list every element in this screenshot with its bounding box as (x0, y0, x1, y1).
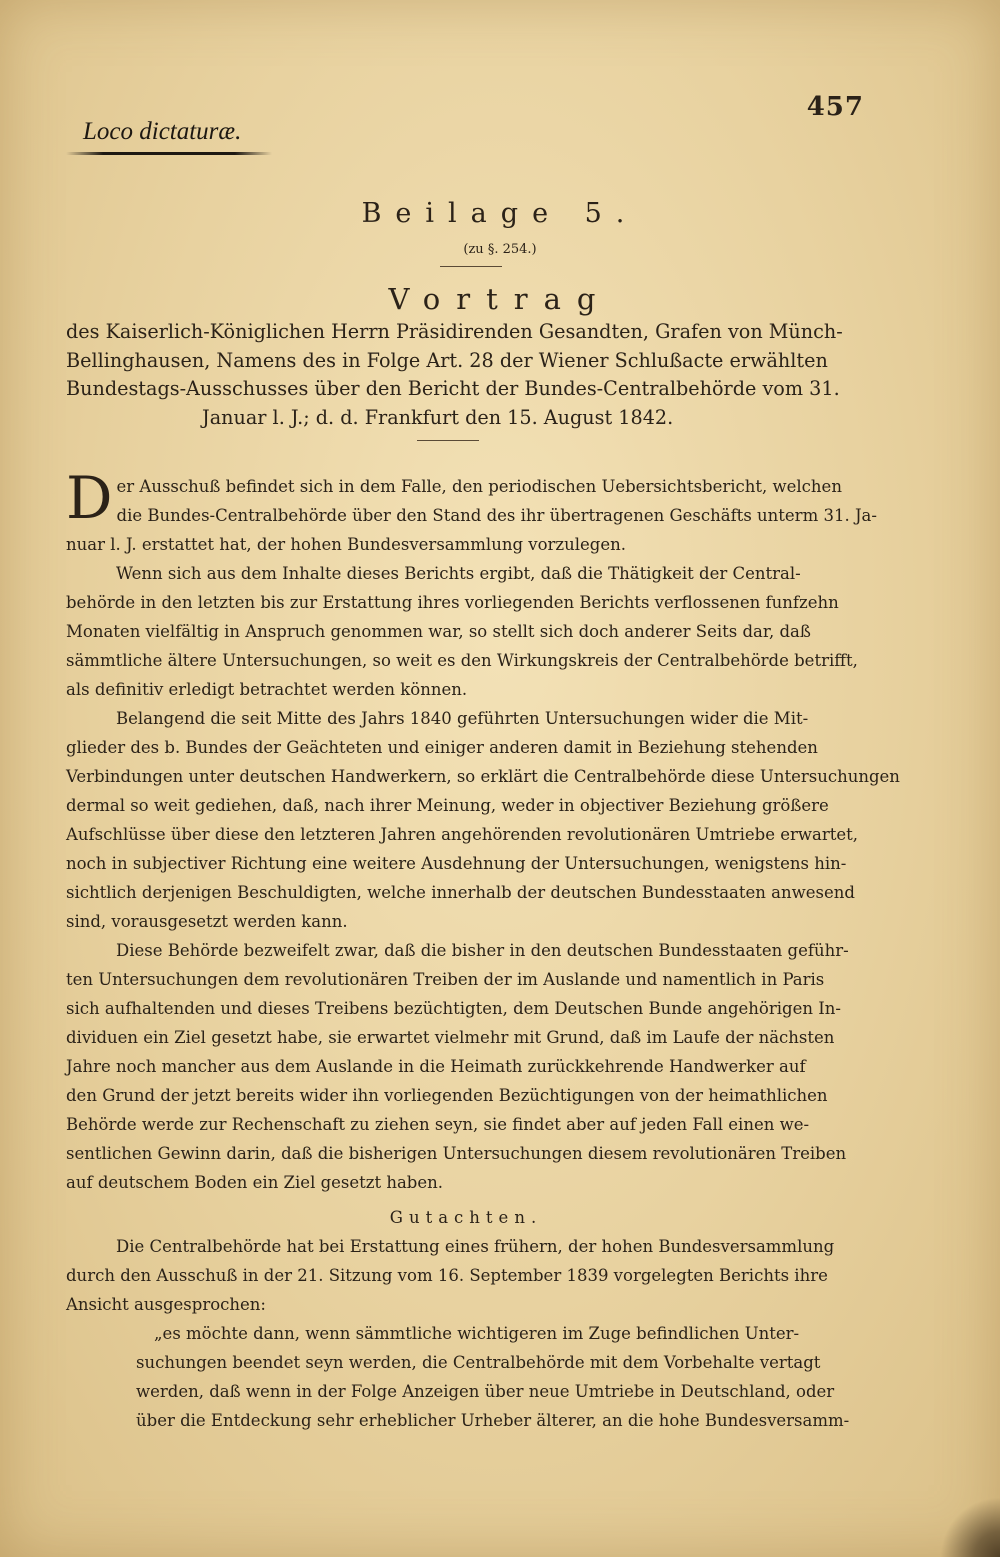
library-stamp: Loco dictaturæ. (83, 118, 242, 145)
text-line: Ansicht ausgesprochen: (66, 1295, 266, 1314)
subtitle-line: des Kaiserlich-Königlichen Herrn Präsidirenden Gesandten, Grafen von Münch- (66, 320, 843, 343)
text-line: behörde in den letzten bis zur Erstattung ihres vorliegenden Berichts verflossenen funfzehn (66, 593, 839, 612)
text-line: sentlichen Gewinn darin, daß die bisherigen Untersuchungen diesem revolutionären Treiben (66, 1144, 847, 1163)
text-line: Belangend die seit Mitte des Jahrs 1840 geführten Untersuchungen wider die Mit- (116, 709, 809, 728)
corner-shadow (940, 1497, 1000, 1557)
text-line: noch in subjectiver Richtung eine weitere Ausdehnung der Untersuchungen, wenigstens hin- (66, 854, 847, 873)
text-line: durch den Ausschuß in der 21. Sitzung vom 16. September 1839 vorgelegten Berichts ihre (66, 1266, 828, 1285)
subtitle-line: Bellinghausen, Namens des in Folge Art. 28 der Wiener Schlußacte erwählten (66, 348, 828, 372)
appendix-title: Beilage 5. (361, 198, 639, 229)
text-line: nuar l. J. erstattet hat, der hohen Bundesversammlung vorzulegen. (66, 535, 626, 554)
text-line: Monaten vielfältig in Anspruch genommen war, so stellt sich doch anderer Seits dar, daß (66, 622, 811, 641)
text-line: Verbindungen unter deutschen Handwerkern, so erklärt die Centralbehörde diese Untersuchungen (66, 767, 900, 786)
text-line: Diese Behörde bezweifelt zwar, daß die bisher in den deutschen Bundesstaaten geführ- (116, 941, 849, 960)
section-heading: Gutachten. (389, 1208, 543, 1227)
quotation (66, 1319, 866, 1435)
text-line: sich aufhaltenden und dieses Treibens bezüchtigten, dem Deutschen Bunde angehörigen In- (66, 999, 841, 1018)
divider-rule (417, 440, 479, 441)
text-line: auf deutschem Boden ein Ziel gesetzt haben. (66, 1173, 444, 1192)
paragraph (66, 704, 900, 936)
subtitle-line: Januar l. J.; d. d. Frankfurt den 15. August 1842. (202, 406, 674, 430)
text-line: Wenn sich aus dem Inhalte dieses Berichts ergibt, daß die Thätigkeit der Central- (116, 564, 801, 583)
text-line: dividuen ein Ziel gesetzt habe, sie erwartet vielmehr mit Grund, daß im Laufe der nächsten (66, 1028, 835, 1047)
report-body (66, 464, 900, 1435)
paragraph (66, 936, 866, 1197)
text-line: über die Entdeckung sehr erheblicher Urheber älterer, an die hohe Bundesversamm- (136, 1411, 850, 1430)
text-line: „es möchte dann, wenn sämmtliche wichtigeren im Zuge befindlichen Unter- (154, 1324, 800, 1343)
text-line: Aufschlüsse über diese den letzteren Jahren angehörenden revolutionären Umtriebe erwartet, (66, 825, 859, 844)
text-line: Jahre noch mancher aus dem Auslande in die Heimath zurückkehrende Handwerker auf (66, 1057, 806, 1076)
text-line: als definitiv erledigt betrachtet werden können. (66, 680, 468, 699)
subtitle-line: Bundestags-Ausschusses über den Bericht der Bundes-Centralbehörde vom 31. (66, 377, 840, 401)
paragraph (66, 1232, 866, 1319)
report-subtitle (66, 318, 876, 433)
report-title: Vortrag (388, 282, 612, 316)
text-line: sind, vorausgesetzt werden kann. (66, 912, 348, 931)
text-line: werden, daß wenn in der Folge Anzeigen über neue Umtriebe in Deutschland, oder (136, 1382, 835, 1401)
drop-cap: D (66, 464, 113, 532)
paragraph (66, 464, 877, 559)
page-number: 457 (806, 92, 864, 122)
appendix-reference: (zu §. 254.) (463, 242, 537, 257)
text-line: ten Untersuchungen dem revolutionären Treiben der im Auslande und namentlich in Paris (66, 970, 825, 989)
text-line: Behörde werde zur Rechenschaft zu ziehen seyn, sie findet aber auf jeden Fall einen we- (66, 1115, 810, 1134)
text-line: sämmtliche ältere Untersuchungen, so weit es den Wirkungskreis der Centralbehörde betrifft, (66, 651, 858, 670)
text-line: die Bundes-Centralbehörde über den Stand des ihr übertragenen Geschäfts unterm 31. Ja- (116, 506, 877, 525)
text-line: suchungen beendet seyn werden, die Centralbehörde mit dem Vorbehalte vertagt (136, 1353, 821, 1372)
text-line: dermal so weit gediehen, daß, nach ihrer Meinung, weder in objectiver Beziehung größere (66, 796, 829, 815)
divider-rule (440, 266, 502, 267)
text-line: er Ausschuß befindet sich in dem Falle, den periodischen Uebersichtsbericht, welchen (116, 477, 842, 496)
text-line: sichtlich derjenigen Beschuldigten, welche innerhalb der deutschen Bundesstaaten anwesend (66, 883, 855, 902)
text-line: Die Centralbehörde hat bei Erstattung eines frühern, der hohen Bundesversammlung (116, 1237, 835, 1256)
text-line: glieder des b. Bundes der Geächteten und einiger anderen damit in Beziehung stehenden (66, 738, 818, 757)
stamp-underline (66, 152, 272, 155)
paragraph (66, 559, 866, 704)
text-line: den Grund der jetzt bereits wider ihn vorliegenden Bezüchtigungen von der heimathlichen (66, 1086, 828, 1105)
